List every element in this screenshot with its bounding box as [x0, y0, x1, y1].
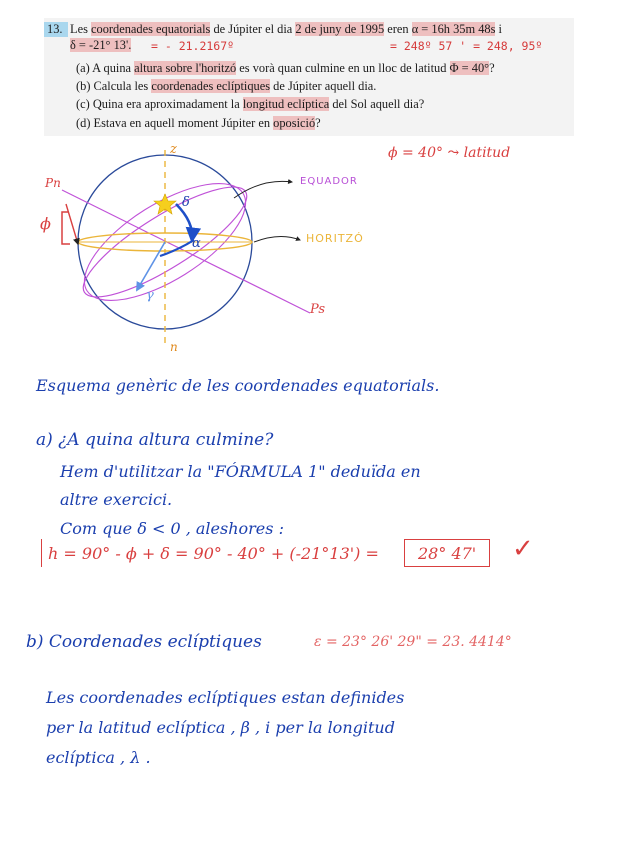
alpha-label: α — [192, 236, 201, 251]
question-c: (c) Quina era aproximadament la longitud eclíptica del Sol aquell dia? — [76, 97, 425, 111]
obliquity-value: ε = 23° 26' 29" = 23. 4414° — [314, 634, 512, 650]
phi-label: ϕ — [40, 214, 51, 233]
section-b-line-1: Les coordenades eclíptiques estan definides — [46, 688, 405, 707]
horitzo-pointer — [254, 236, 300, 242]
equador-label: EQUADOR — [300, 176, 358, 187]
delta-label: δ — [182, 195, 190, 210]
latitude-note: ϕ = 40° ⤳ latitud — [388, 145, 511, 161]
section-a-line-3: Com que δ < 0 , aleshores : — [60, 519, 284, 538]
section-a-line-2: altre exercici. — [60, 490, 173, 509]
zenith-label: z — [170, 142, 177, 157]
check-mark-icon: ✓ — [512, 534, 534, 564]
section-b-line-3: eclíptica , λ . — [46, 748, 151, 767]
problem-line-1: Les coordenades equatorials de Júpiter el dia 2 de juny de 1995 eren α = 16h 35m 48s i — [70, 22, 502, 36]
question-d: (d) Estava en aquell moment Júpiter en oposició? — [76, 116, 321, 130]
question-a: (a) A quina altura sobre l'horitzó es vorà quan culmine en un lloc de latitud Φ = 40°? — [76, 61, 495, 75]
phi-arrow — [66, 204, 78, 244]
south-pole-label: Ps — [310, 302, 326, 317]
north-pole-label: Pn — [45, 176, 61, 190]
diagram-caption: Esquema genèric de les coordenades equatorials. — [36, 376, 440, 395]
nadir-label: n — [170, 340, 178, 354]
gamma-label: γ — [146, 288, 154, 303]
horitzo-label: HORITZÓ — [306, 232, 364, 245]
gamma-arrow — [137, 242, 165, 290]
problem-line-2: δ = -21° 13'. — [70, 38, 132, 52]
question-b: (b) Calcula les coordenades eclíptiques de Júpiter aquell dia. — [76, 79, 377, 93]
problem-number: 13. — [47, 22, 63, 36]
equador-pointer — [234, 181, 292, 198]
phi-bracket — [62, 212, 70, 244]
altitude-formula: h = 90° - ϕ + δ = 90° - 40° + (-21°13') = — [48, 544, 379, 563]
section-a-line-1: Hem d'utilitzar la "FÓRMULA 1" deduïda en — [60, 462, 421, 481]
section-b-line-2: per la latitud eclíptica , β , i per la longitud — [46, 718, 395, 737]
section-a-heading: a) ¿A quina altura culmine? — [36, 430, 274, 450]
delta-decimal-note: = - 21.2167º — [151, 39, 235, 53]
section-b-heading: b) Coordenades eclíptiques — [26, 632, 262, 652]
alpha-degrees-note: = 248º 57 ' = 248, 95º — [390, 39, 543, 53]
celestial-sphere-diagram — [0, 0, 636, 400]
altitude-result: 28° 47' — [418, 544, 477, 563]
